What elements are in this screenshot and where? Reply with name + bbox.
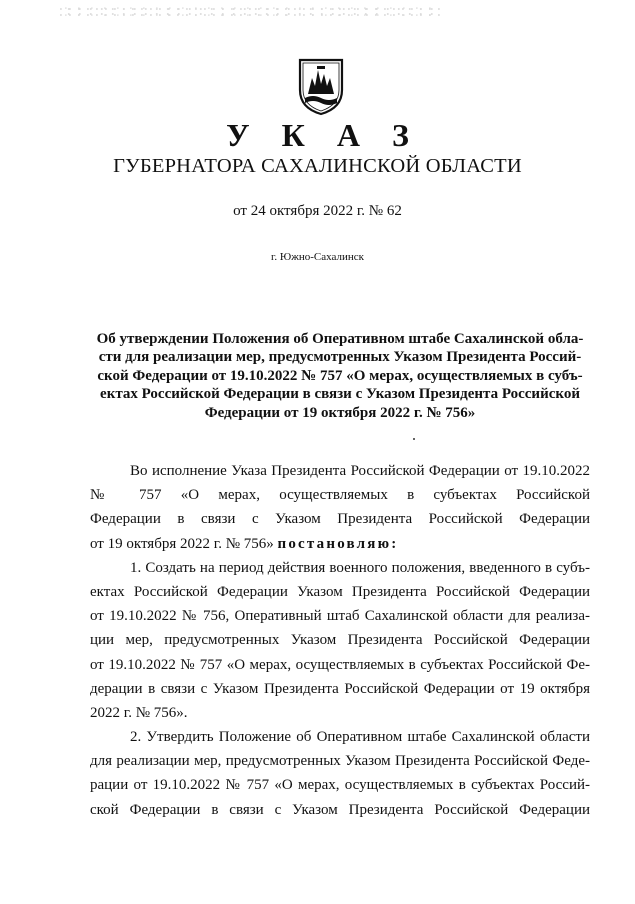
item1-line: 2022 г. № 756». <box>90 704 188 721</box>
decree-heading <box>90 330 590 422</box>
item2-line: 2. Утвердить Положение об Оперативном штабе Сахалинской области <box>130 729 590 746</box>
item1-line: ции мер, предусмотренных Указом Президента Российской Федерации <box>90 632 590 649</box>
heading-line: сти для реализации мер, предусмотренных Указом Президента Россий- <box>98 349 582 366</box>
preamble-last-line <box>90 532 590 556</box>
heading-line: ектах Российской Федерации в связи с Указом Президента Российской <box>100 386 580 403</box>
item2-line: рации от 19.10.2022 № 757 «О мерах, осуществляемых в субъектах Россий- <box>90 777 590 794</box>
item2-line: ской Федерации в связи с Указом Президента Российской Федерации <box>90 801 590 818</box>
preamble-line: Во исполнение Указа Президента Российской Федерации от 19.10.2022 <box>130 463 590 479</box>
preamble-line: Федерации в связи с Указом Президента Российской Федерации <box>90 511 590 528</box>
city-line: г. Южно-Сахалинск <box>271 251 364 263</box>
item1-line: от 19.10.2022 № 756, Оперативный штаб Сахалинской области для реализа- <box>90 608 590 625</box>
scan-noise <box>60 6 440 18</box>
item1-line: 1. Создать на период действия военного положения, введенного в субъ- <box>130 559 590 576</box>
decree-word: постановляю: <box>277 535 399 552</box>
preamble-line: № 757 «О мерах, осуществляемых в субъектах Российской <box>90 487 590 504</box>
sakhalin-coat-of-arms-icon <box>296 56 346 116</box>
item1-line: дерации в связи с Указом Президента Российской Федерации от 19 октября <box>90 680 590 697</box>
item1-line: ектах Российской Федерации Указом Президента Российской Федерации <box>90 583 590 600</box>
item2-line: для реализации мер, предусмотренных Указом Президента Российской Феде- <box>90 753 590 770</box>
heading-line: Об утверждении Положения об Оперативном штабе Сахалинской обла- <box>96 331 584 347</box>
heading-line: ской Федерации от 19.10.2022 № 757 «О мерах, осуществляемых в субъ- <box>97 367 583 384</box>
preamble-last-text: от 19 октября 2022 г. № 756» <box>90 535 274 552</box>
item1-line: от 19.10.2022 № 757 «О мерах, осуществляемых в субъектах Российской Фе- <box>90 656 590 673</box>
decree-date-number: от 24 октября 2022 г. № 62 <box>233 203 402 219</box>
decree-body <box>90 459 590 822</box>
document-title: У К А З <box>226 117 421 153</box>
heading-line: Федерации от 19 октября 2022 г. № 756» <box>204 404 476 421</box>
issuer-subtitle: ГУБЕРНАТОРА САХАЛИНСКОЙ ОБЛАСТИ <box>113 155 522 177</box>
scan-speck <box>413 438 415 440</box>
